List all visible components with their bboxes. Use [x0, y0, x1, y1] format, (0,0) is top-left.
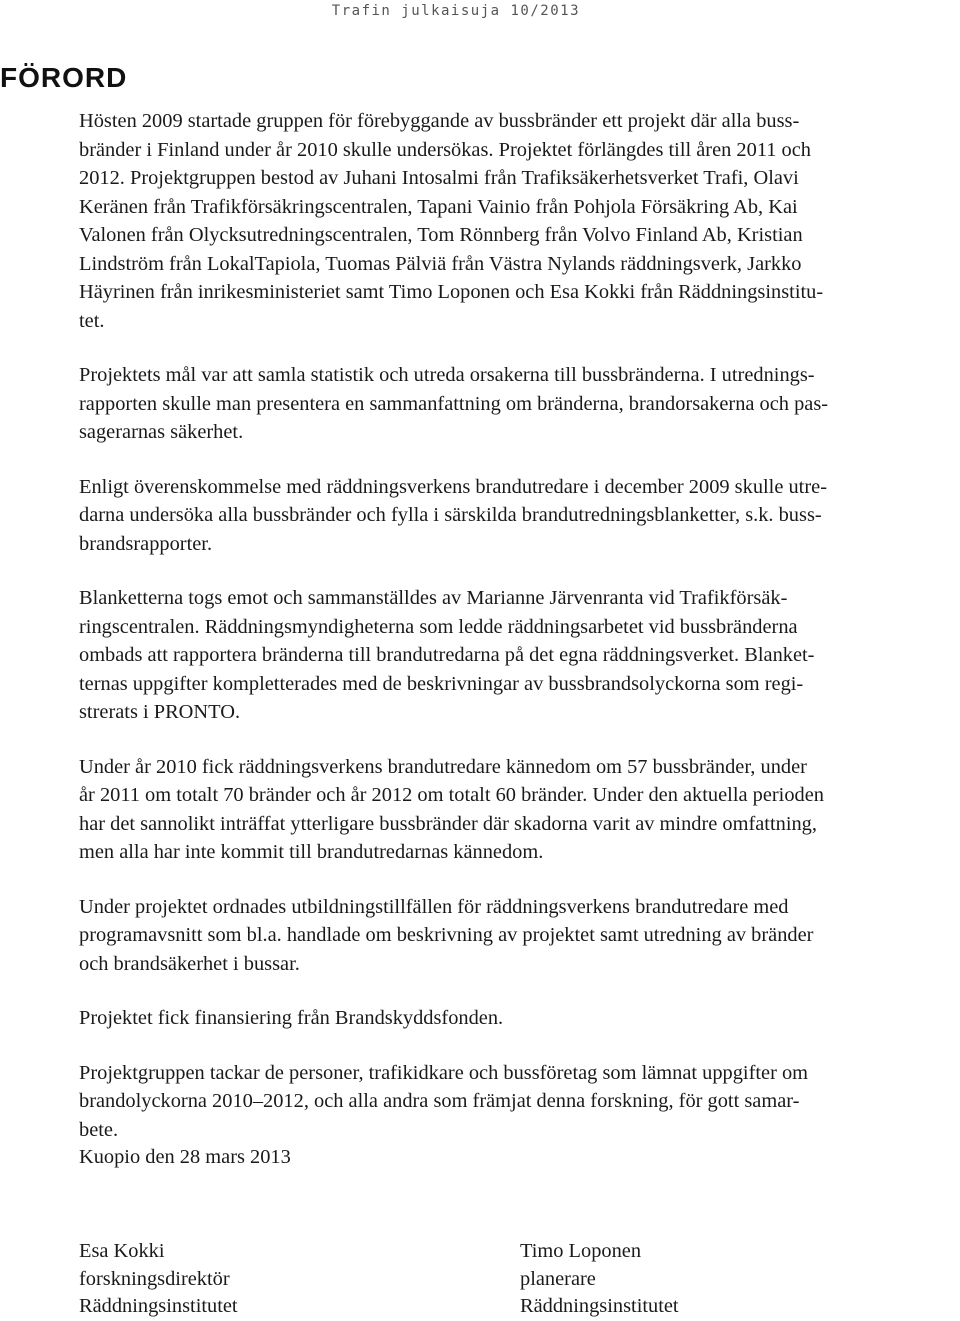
- text-line: Under projektet ordnades utbildningstillfällen för räddningsverkens brandutredare med: [79, 895, 789, 918]
- text-line: strerats i PRONTO.: [79, 701, 241, 723]
- text-line: Enligt överenskommelse med räddningsverkens brandutredare i december 2009 skulle utre-: [79, 475, 827, 498]
- text-line: Hösten 2009 startade gruppen för förebyggande av bussbränder ett projekt där alla buss-: [79, 110, 800, 132]
- paragraph-7: [79, 1004, 959, 1033]
- paragraph-8: [79, 1059, 959, 1145]
- text-line: sagerarnas säkerhet.: [79, 421, 244, 443]
- text-line: brandsrapporter.: [79, 532, 213, 555]
- paragraph-2: [79, 361, 959, 447]
- page-title: FÖRORD: [0, 62, 128, 93]
- text-line: Under år 2010 fick räddningsverkens brandutredare kännedom om 57 bussbränder, under: [79, 755, 807, 778]
- text-line: tet.: [79, 309, 105, 332]
- text-line: Blanketterna togs emot och sammanställdes av Marianne Järvenranta vid Trafikförsäk-: [79, 587, 788, 609]
- body-text: [79, 107, 959, 1170]
- text-line: Projektgruppen tackar de personer, trafikidkare och bussföretag som lämnat uppgifter om: [79, 1061, 809, 1084]
- signatory-role: forskningsdirektör: [79, 1267, 230, 1290]
- signature-block-right: [520, 1238, 679, 1321]
- text-line: Lindström från LokalTapiola, Tuomas Pälviä från Västra Nylands räddningsverk, Jarkko: [79, 252, 802, 275]
- text-line: Keränen från Trafikförsäkringscentralen, Tapani Vainio från Pohjola Försäkring Ab, Kai: [79, 195, 798, 218]
- paragraph-5: [79, 753, 959, 867]
- page-header: [0, 0, 960, 22]
- text-line: brandolyckorna 2010–2012, och alla andra som främjat denna forskning, för gott samar-: [79, 1090, 800, 1112]
- text-line: 2012. Projektgruppen bestod av Juhani Intosalmi från Trafiksäkerhetsverket Trafi, Olavi: [79, 167, 799, 189]
- paragraph-3: [79, 473, 959, 559]
- text-line: men alla har inte kommit till brandutredarnas kännedom.: [79, 841, 544, 863]
- paragraph-1: [79, 107, 959, 335]
- text-line: ombads att rapportera bränderna till brandutredarna på det egna räddningsverket. Blanket-: [79, 644, 815, 666]
- text-line: darna undersöka alla bussbränder och fylla i särskilda brandutredningsblanketter, s.k. buss-: [79, 504, 822, 526]
- text-line: programavsnitt som bl.a. handlade om beskrivning av projektet samt utredning av bränder: [79, 924, 814, 946]
- text-line: Valonen från Olycksutredningscentralen, Tom Rönnberg från Volvo Finland Ab, Kristian: [79, 224, 803, 246]
- text-line: Projektet fick finansiering från Brandskyddsfonden.: [79, 1007, 504, 1029]
- signatory-organization: Räddningsinstitutet: [520, 1295, 679, 1317]
- text-line: Häyrinen från inrikesministeriet samt Timo Loponen och Esa Kokki från Räddningsinstitu-: [79, 281, 824, 303]
- text-line: har det sannolikt inträffat ytterligare bussbränder där skadorna varit av mindre omfattning,: [79, 812, 817, 835]
- paragraph-4: [79, 584, 959, 727]
- text-line: rapporten skulle man presentera en sammanfattning om bränderna, brandorsakerna och pas-: [79, 392, 829, 415]
- text-line: ringscentralen. Räddningsmyndigheterna som ledde räddningsarbetet vid bussbränderna: [79, 615, 798, 638]
- text-line: år 2011 om totalt 70 bränder och år 2012 om totalt 60 bränder. Under den aktuella perioden: [79, 784, 824, 806]
- text-line: bränder i Finland under år 2010 skulle undersökas. Projektet förlängdes till åren 2011 och: [79, 138, 811, 161]
- text-line: Projektets mål var att samla statistik och utreda orsakerna till bussbränderna. I utrednings-: [79, 364, 815, 386]
- paragraph-6: [79, 893, 959, 979]
- signatory-role: planerare: [520, 1267, 596, 1290]
- text-line: och brandsäkerhet i bussar.: [79, 952, 300, 975]
- signature-block-left: [79, 1238, 238, 1321]
- signatory-organization: Räddningsinstitutet: [79, 1295, 238, 1317]
- place-and-date: Kuopio den 28 mars 2013: [79, 1146, 291, 1168]
- signatory-name: Esa Kokki: [79, 1240, 165, 1262]
- publication-label: Trafin julkaisuja 10/2013: [331, 3, 580, 19]
- text-line: bete.: [79, 1118, 119, 1141]
- text-line: ternas uppgifter kompletterades med de beskrivningar av bussbrandsolyckorna som regi-: [79, 672, 804, 695]
- signatory-name: Timo Loponen: [520, 1240, 642, 1262]
